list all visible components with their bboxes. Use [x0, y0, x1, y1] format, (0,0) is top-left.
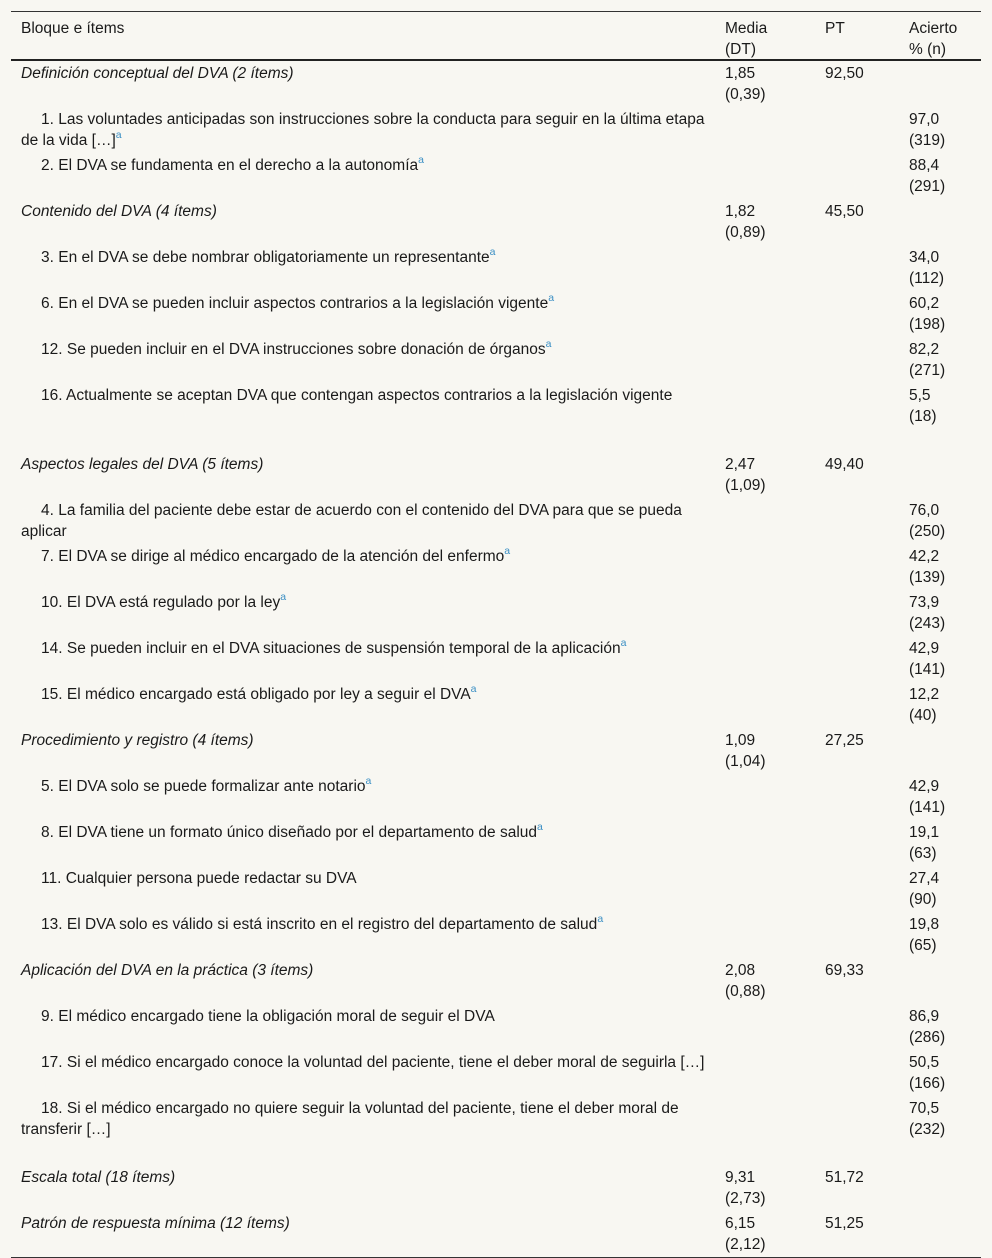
footnote-ref: a	[489, 246, 496, 258]
block-mean-cell	[715, 63, 815, 105]
item-pct: 73,9	[909, 594, 940, 611]
item-mean-empty	[715, 822, 815, 864]
table-header	[11, 12, 981, 59]
footnote-ref: a	[115, 129, 122, 141]
block-mean-cell	[715, 454, 815, 496]
block-mean: 9,31	[725, 1169, 756, 1186]
item-pct: 27,4	[909, 870, 940, 887]
footnote-ref: a	[548, 292, 555, 304]
block-mean: 6,15	[725, 1215, 756, 1232]
header-mean	[715, 18, 815, 59]
item-pct: 76,0	[909, 502, 940, 519]
item-n: (40)	[909, 707, 937, 724]
block-title: Contenido del DVA (4 ítems)	[21, 203, 217, 220]
block-mean: 1,85	[725, 65, 756, 82]
footnote-ref: a	[280, 591, 287, 603]
block-sd: (2,12)	[725, 1236, 766, 1253]
item-row	[11, 1004, 981, 1050]
item-cell	[11, 1006, 715, 1048]
item-mean-empty	[715, 592, 815, 634]
item-accuracy-cell	[899, 1052, 981, 1094]
item-cell	[11, 592, 715, 634]
block-title: Definición conceptual del DVA (2 ítems)	[21, 65, 294, 82]
item-pt-empty	[815, 155, 899, 197]
item-pct: 19,8	[909, 916, 940, 933]
item-row	[11, 498, 981, 544]
item-row	[11, 912, 981, 958]
item-row	[11, 682, 981, 728]
item-cell	[11, 1052, 715, 1094]
item-row	[11, 383, 981, 429]
item-mean-empty	[715, 684, 815, 726]
item-row	[11, 544, 981, 590]
footnote-ref: a	[620, 637, 627, 649]
block-pt: 45,50	[825, 203, 864, 220]
item-n: (232)	[909, 1121, 946, 1138]
item-mean-empty	[715, 293, 815, 335]
item-n: (166)	[909, 1075, 946, 1092]
item-pt-empty	[815, 776, 899, 818]
item-text: 3. En el DVA se debe nombrar obligatoriamente un representante	[41, 249, 490, 266]
item-text: 11. Cualquier persona puede redactar su DVA	[41, 870, 357, 887]
item-accuracy-cell	[899, 1098, 981, 1140]
item-pct: 19,1	[909, 824, 940, 841]
item-row	[11, 636, 981, 682]
item-pct: 50,5	[909, 1054, 940, 1071]
item-row	[11, 337, 981, 383]
item-pt-empty	[815, 638, 899, 680]
block-title: Escala total (18 ítems)	[21, 1169, 176, 1186]
item-n: (65)	[909, 937, 937, 954]
block-title: Aspectos legales del DVA (5 ítems)	[21, 456, 264, 473]
block-sd: (1,09)	[725, 477, 766, 494]
item-pct: 97,0	[909, 111, 940, 128]
item-row	[11, 774, 981, 820]
item-accuracy-cell	[899, 684, 981, 726]
total-row	[11, 1211, 981, 1257]
item-pct: 5,5	[909, 387, 931, 404]
item-cell	[11, 822, 715, 864]
item-accuracy-cell	[899, 500, 981, 542]
item-text: 15. El médico encargado está obligado por ley a seguir el DVA	[41, 686, 471, 703]
item-mean-empty	[715, 1006, 815, 1048]
footnote-ref: a	[597, 913, 604, 925]
header-accuracy	[899, 18, 981, 59]
item-cell	[11, 385, 715, 427]
block-empty	[899, 454, 981, 496]
item-cell	[11, 293, 715, 335]
header-sd-label: (DT)	[725, 41, 756, 58]
item-text: 9. El médico encargado tiene la obligación moral de seguir el DVA	[41, 1008, 495, 1025]
item-n: (243)	[909, 615, 946, 632]
block-row	[11, 61, 981, 107]
header-mean-label: Media	[725, 20, 768, 37]
row-spacer	[11, 1142, 981, 1165]
footnote-ref: a	[418, 154, 424, 166]
item-mean-empty	[715, 500, 815, 542]
footnote-ref: a	[537, 821, 543, 833]
item-text: 4. La familia del paciente debe estar de acuerdo con el contenido del DVA para que se pueda aplicar	[21, 502, 682, 540]
item-text: 14. Se pueden incluir en el DVA situaciones de suspensión temporal de la aplicación	[41, 640, 621, 657]
item-cell	[11, 638, 715, 680]
item-n: (250)	[909, 523, 946, 540]
item-cell	[11, 776, 715, 818]
item-text: 10. El DVA está regulado por la ley	[41, 594, 281, 611]
item-text: 17. Si el médico encargado conoce la voluntad del paciente, tiene el deber moral de seguirla […]	[41, 1054, 705, 1071]
item-pct: 42,2	[909, 548, 940, 565]
item-pt-empty	[815, 914, 899, 956]
item-pt-empty	[815, 868, 899, 910]
block-mean: 2,08	[725, 962, 756, 979]
block-row	[11, 452, 981, 498]
block-mean-cell	[715, 730, 815, 772]
item-mean-empty	[715, 339, 815, 381]
item-accuracy-cell	[899, 155, 981, 197]
item-pct: 82,2	[909, 341, 940, 358]
item-cell	[11, 684, 715, 726]
header-pt: PT	[825, 20, 845, 37]
item-accuracy-cell	[899, 546, 981, 588]
block-sd: (0,39)	[725, 86, 766, 103]
item-row	[11, 1096, 981, 1142]
item-mean-empty	[715, 247, 815, 289]
item-n: (141)	[909, 799, 946, 816]
item-n: (90)	[909, 891, 937, 908]
item-pt-empty	[815, 822, 899, 864]
item-mean-empty	[715, 109, 815, 151]
block-pt: 51,25	[825, 1215, 864, 1232]
block-sd: (1,04)	[725, 753, 766, 770]
item-text: 13. El DVA solo es válido si está inscrito en el registro del departamento de salud	[41, 916, 598, 933]
item-pct: 70,5	[909, 1100, 940, 1117]
item-mean-empty	[715, 385, 815, 427]
item-n: (286)	[909, 1029, 946, 1046]
item-cell	[11, 247, 715, 289]
item-text: 6. En el DVA se pueden incluir aspectos contrarios a la legislación vigente	[41, 295, 549, 312]
block-mean-cell	[715, 1167, 815, 1209]
results-table	[11, 11, 981, 1258]
block-row	[11, 728, 981, 774]
footnote-ref: a	[504, 545, 511, 557]
item-n: (198)	[909, 316, 946, 333]
block-mean: 2,47	[725, 456, 756, 473]
item-text: 1. Las voluntades anticipadas son instrucciones sobre la conducta para seguir en la última etapa de la vida […]	[21, 111, 705, 149]
block-mean: 1,82	[725, 203, 756, 220]
footnote-ref: a	[470, 683, 477, 695]
item-cell	[11, 155, 715, 197]
header-pct-label: % (n)	[909, 41, 947, 58]
item-text: 7. El DVA se dirige al médico encargado de la atención del enfermo	[41, 548, 505, 565]
block-pt: 92,50	[825, 65, 864, 82]
item-pct: 88,4	[909, 157, 940, 174]
footnote-ref: a	[545, 338, 552, 350]
item-accuracy-cell	[899, 339, 981, 381]
item-accuracy-cell	[899, 385, 981, 427]
item-accuracy-cell	[899, 1006, 981, 1048]
item-pt-empty	[815, 293, 899, 335]
item-pt-empty	[815, 592, 899, 634]
block-title: Patrón de respuesta mínima (12 ítems)	[21, 1215, 290, 1232]
item-text: 12. Se pueden incluir en el DVA instrucciones sobre donación de órganos	[41, 341, 546, 358]
item-pct: 42,9	[909, 640, 940, 657]
item-pt-empty	[815, 546, 899, 588]
item-mean-empty	[715, 1052, 815, 1094]
block-empty	[899, 730, 981, 772]
item-accuracy-cell	[899, 247, 981, 289]
item-accuracy-cell	[899, 293, 981, 335]
header-accuracy-label: Acierto	[909, 20, 958, 37]
item-pt-empty	[815, 247, 899, 289]
item-accuracy-cell	[899, 638, 981, 680]
item-row	[11, 245, 981, 291]
block-sd: (0,89)	[725, 224, 766, 241]
item-text: 18. Si el médico encargado no quiere seguir la voluntad del paciente, tiene el deber moral de transferir […]	[21, 1100, 679, 1138]
item-mean-empty	[715, 776, 815, 818]
block-mean-cell	[715, 960, 815, 1002]
item-accuracy-cell	[899, 822, 981, 864]
item-pct: 42,9	[909, 778, 940, 795]
block-title: Procedimiento y registro (4 ítems)	[21, 732, 254, 749]
item-mean-empty	[715, 1098, 815, 1140]
item-cell	[11, 339, 715, 381]
item-n: (18)	[909, 408, 937, 425]
item-mean-empty	[715, 914, 815, 956]
item-pt-empty	[815, 684, 899, 726]
item-cell	[11, 868, 715, 910]
item-mean-empty	[715, 546, 815, 588]
item-accuracy-cell	[899, 914, 981, 956]
item-n: (291)	[909, 178, 946, 195]
block-empty	[899, 960, 981, 1002]
item-row	[11, 1050, 981, 1096]
item-row	[11, 590, 981, 636]
block-pt: 49,40	[825, 456, 864, 473]
item-pt-empty	[815, 500, 899, 542]
item-pt-empty	[815, 385, 899, 427]
block-row	[11, 199, 981, 245]
block-pt: 69,33	[825, 962, 864, 979]
item-accuracy-cell	[899, 109, 981, 151]
item-pct: 60,2	[909, 295, 940, 312]
item-pt-empty	[815, 109, 899, 151]
block-pt: 27,25	[825, 732, 864, 749]
item-pct: 12,2	[909, 686, 940, 703]
item-accuracy-cell	[899, 776, 981, 818]
block-title: Aplicación del DVA en la práctica (3 ítems)	[21, 962, 314, 979]
item-mean-empty	[715, 638, 815, 680]
block-empty	[899, 1213, 981, 1255]
item-mean-empty	[715, 155, 815, 197]
item-cell	[11, 914, 715, 956]
item-pt-empty	[815, 1006, 899, 1048]
item-cell	[11, 546, 715, 588]
header-block-items: Bloque e ítems	[21, 20, 125, 37]
item-pct: 34,0	[909, 249, 940, 266]
item-text: 16. Actualmente se aceptan DVA que contengan aspectos contrarios a la legislación vigente	[41, 387, 673, 404]
item-row	[11, 107, 981, 153]
item-row	[11, 866, 981, 912]
item-n: (271)	[909, 362, 946, 379]
row-spacer	[11, 429, 981, 452]
block-sd: (2,73)	[725, 1190, 766, 1207]
item-pt-empty	[815, 1098, 899, 1140]
block-sd: (0,88)	[725, 983, 766, 1000]
item-pct: 86,9	[909, 1008, 940, 1025]
item-accuracy-cell	[899, 868, 981, 910]
item-n: (112)	[909, 270, 945, 287]
item-n: (141)	[909, 661, 946, 678]
block-mean-cell	[715, 201, 815, 243]
item-pt-empty	[815, 339, 899, 381]
item-cell	[11, 500, 715, 542]
item-text: 2. El DVA se fundamenta en el derecho a la autonomía	[41, 157, 419, 174]
item-n: (63)	[909, 845, 937, 862]
block-mean: 1,09	[725, 732, 756, 749]
item-n: (139)	[909, 569, 946, 586]
block-empty	[899, 63, 981, 105]
item-text: 8. El DVA tiene un formato único diseñado por el departamento de salud	[41, 824, 538, 841]
table-body	[11, 61, 981, 1257]
item-row	[11, 820, 981, 866]
total-row	[11, 1165, 981, 1211]
item-row	[11, 291, 981, 337]
block-mean-cell	[715, 1213, 815, 1255]
block-empty	[899, 1167, 981, 1209]
item-row	[11, 153, 981, 199]
block-row	[11, 958, 981, 1004]
item-cell	[11, 1098, 715, 1140]
item-pt-empty	[815, 1052, 899, 1094]
item-cell	[11, 109, 715, 151]
block-empty	[899, 201, 981, 243]
item-accuracy-cell	[899, 592, 981, 634]
item-text: 5. El DVA solo se puede formalizar ante notario	[41, 778, 366, 795]
item-mean-empty	[715, 868, 815, 910]
block-pt: 51,72	[825, 1169, 864, 1186]
footnote-ref: a	[365, 775, 372, 787]
item-n: (319)	[909, 132, 946, 149]
